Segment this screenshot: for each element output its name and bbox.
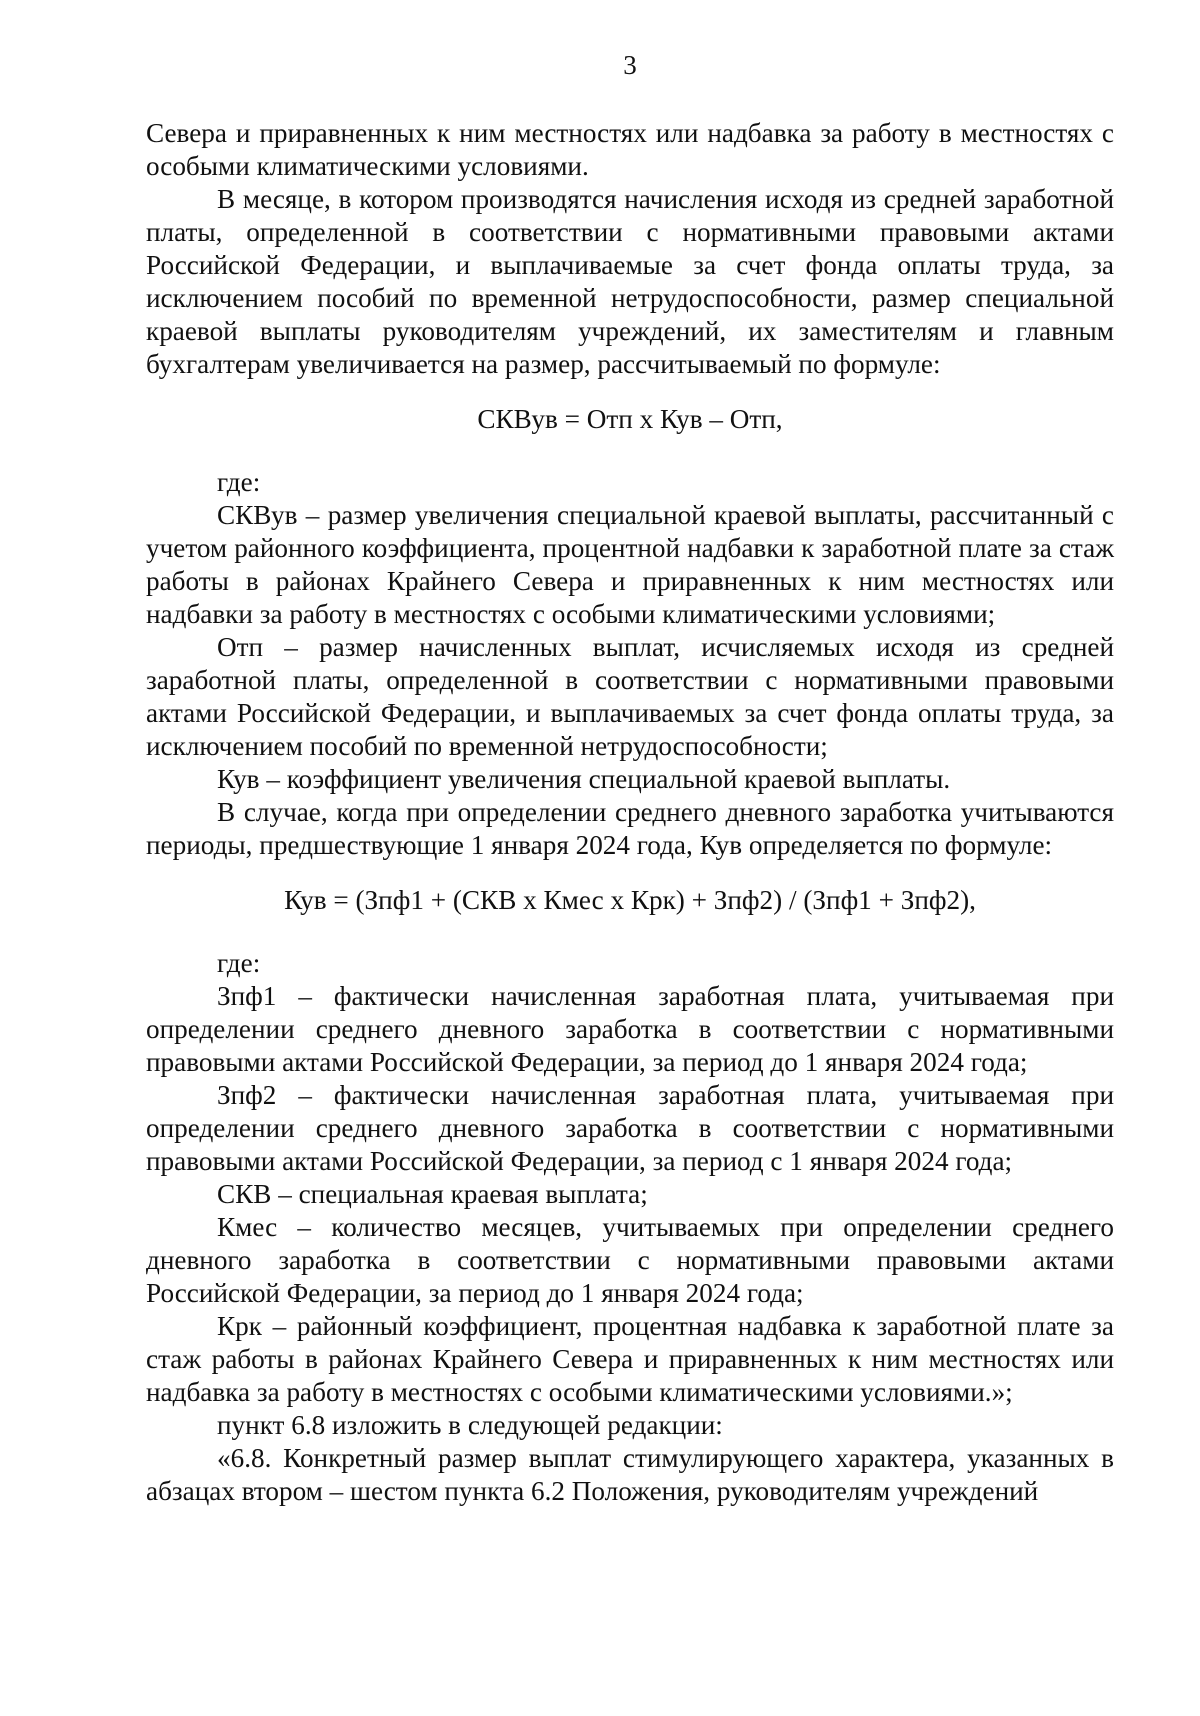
definition-krk: Крк – районный коэффициент, процентная надбавка к заработной плате за стаж работы в районах Крайнего Севера и приравненных к ним местностях или надбавка за работу в местностях с особыми климатическими условиями.»; (146, 1311, 1114, 1407)
spacer (146, 862, 1114, 884)
formula-skvuv: СКВув = Отп х Кув – Отп, (477, 404, 783, 434)
spacer (146, 381, 1114, 403)
document-body (146, 117, 1114, 1508)
paragraph-kuv-case: В случае, когда при определении среднего дневного заработка учитываются периоды, предшествующие 1 января 2024 года, Кув определяется по формуле: (146, 797, 1114, 860)
paragraph-point-6-8: «6.8. Конкретный размер выплат стимулирующего характера, указанных в абзацах втором – шестом пункта 6.2 Положения, руководителям учреждений (146, 1443, 1114, 1506)
paragraph-continuation: Севера и приравненных к ним местностях или надбавка за работу в местностях с особыми климатическими условиями. (146, 118, 1114, 181)
definition-zpf2: Зпф2 – фактически начисленная заработная плата, учитываемая при определении среднего дневного заработка в соответствии с нормативными правовыми актами Российской Федерации, за период с 1 января 2024 года; (146, 1080, 1114, 1176)
spacer (146, 917, 1114, 947)
paragraph-where: где: (217, 948, 261, 978)
page-number: 3 (623, 50, 637, 80)
paragraph-increase-rule: В месяце, в котором производятся начисления исходя из средней заработной платы, определенной в соответствии с нормативными правовыми актами Российской Федерации, и выплачиваемые за счет фонда оплаты труда, за исключением пособий по временной нетрудоспособности, размер специальной краевой выплаты руководителям учреждений, их заместителям и главным бухгалтерам увеличивается на размер, рассчитываемый по формуле: (146, 184, 1114, 379)
definition-zpf1: Зпф1 – фактически начисленная заработная плата, учитываемая при определении среднего дневного заработка в соответствии с нормативными правовыми актами Российской Федерации, за период до 1 января 2024 года; (146, 981, 1114, 1077)
formula-kuv: Кув = (Зпф1 + (СКВ х Кмес х Крк) + Зпф2) / (Зпф1 + Зпф2), (284, 885, 976, 915)
paragraph-point-6-8-intro: пункт 6.8 изложить в следующей редакции: (217, 1410, 723, 1440)
definition-kmes: Кмес – количество месяцев, учитываемых при определении среднего дневного заработка в соответствии с нормативными правовыми актами Российской Федерации, за период до 1 января 2024 года; (146, 1212, 1114, 1308)
paragraph-where: где: (217, 467, 261, 497)
spacer (146, 436, 1114, 466)
definition-skvuv: СКВув – размер увеличения специальной краевой выплаты, рассчитанный с учетом районного коэффициента, процентной надбавки к заработной плате за стаж работы в районах Крайнего Севера и приравненных к ним местностях или надбавки за работу в местностях с особыми климатическими условиями; (146, 500, 1114, 629)
definition-kuv: Кув – коэффициент увеличения специальной краевой выплаты. (217, 764, 951, 794)
definition-otp: Отп – размер начисленных выплат, исчисляемых исходя из средней заработной платы, определенной в соответствии с нормативными правовыми актами Российской Федерации, и выплачиваемых за счет фонда оплаты труда, за исключением пособий по временной нетрудоспособности; (146, 632, 1114, 761)
definition-skv: СКВ – специальная краевая выплата; (217, 1179, 648, 1209)
